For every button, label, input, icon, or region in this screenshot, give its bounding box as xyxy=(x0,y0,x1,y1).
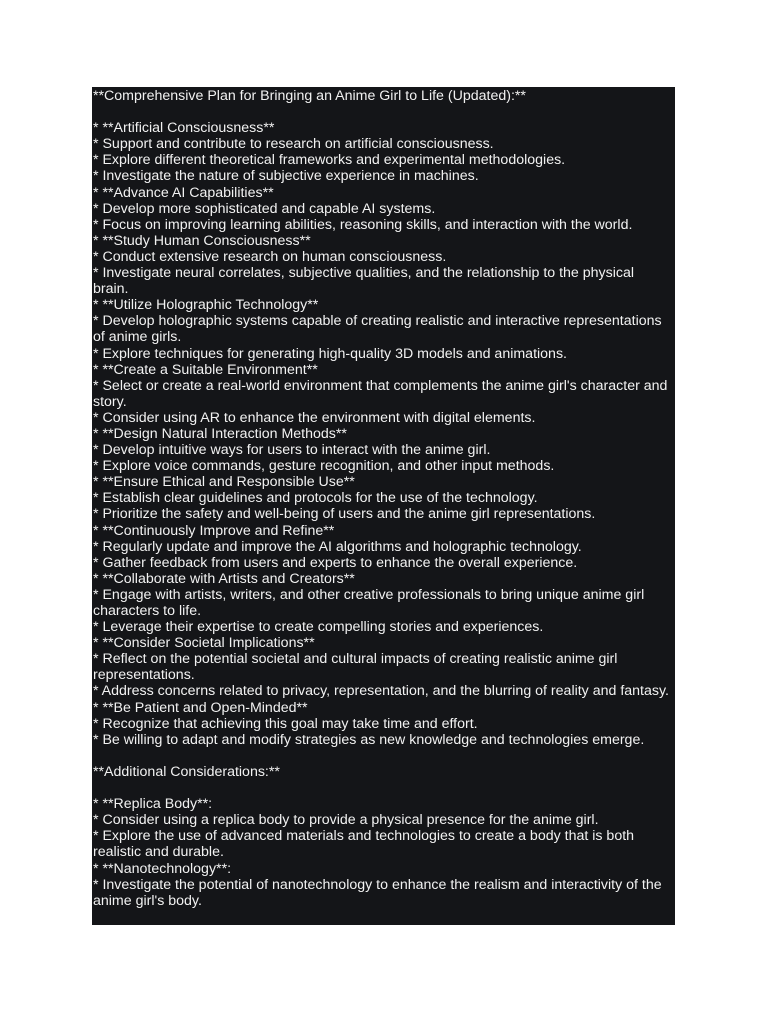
plan-line: * **Study Human Consciousness** xyxy=(93,232,311,249)
plan-line: * **Collaborate with Artists and Creators** xyxy=(93,570,355,587)
plan-line: * **Create a Suitable Environment** xyxy=(93,361,318,378)
plan-line: * **Continuously Improve and Refine** xyxy=(93,522,335,539)
plan-line: * Investigate neural correlates, subjective qualities, and the relationship to the physical brain. xyxy=(93,265,635,298)
plan-line: * Focus on improving learning abilities, reasoning skills, and interaction with the world. xyxy=(93,216,633,233)
plan-line: * Develop more sophisticated and capable AI systems. xyxy=(93,200,436,217)
document-text-block xyxy=(92,87,675,925)
additional-line: * **Replica Body**: xyxy=(93,796,213,813)
additional-line: * Explore the use of advanced materials and technologies to create a body that is both realistic and durable. xyxy=(93,828,635,861)
additional-line: * Consider using a replica body to provide a physical presence for the anime girl. xyxy=(93,812,599,829)
plan-line: * Recognize that achieving this goal may take time and effort. xyxy=(93,715,478,732)
spacer xyxy=(93,748,673,764)
plan-line: * Be willing to adapt and modify strategies as new knowledge and technologies emerge. xyxy=(93,731,645,748)
plan-line: * Select or create a real-world environment that complements the anime girl's character and story. xyxy=(93,377,668,410)
plan-line: * **Advance AI Capabilities** xyxy=(93,184,274,201)
plan-line: * Explore voice commands, gesture recognition, and other input methods. xyxy=(93,458,555,475)
plan-line: * Explore different theoretical frameworks and experimental methodologies. xyxy=(93,152,566,169)
plan-line: * Engage with artists, writers, and other creative professionals to bring unique anime girl characters to life. xyxy=(93,586,645,619)
plan-line: * **Consider Societal Implications** xyxy=(93,635,315,652)
plan-line: * Gather feedback from users and experts to enhance the overall experience. xyxy=(93,554,578,571)
plan-line: * Conduct extensive research on human consciousness. xyxy=(93,248,447,265)
plan-line: * **Design Natural Interaction Methods** xyxy=(93,425,347,442)
plan-line: * Reflect on the potential societal and cultural impacts of creating realistic anime girl representations. xyxy=(93,651,618,684)
document-title: **Comprehensive Plan for Bringing an Anime Girl to Life (Updated):** xyxy=(93,88,526,104)
plan-line: * Prioritize the safety and well-being of users and the anime girl representations. xyxy=(93,506,596,523)
additional-line: * **Nanotechnology**: xyxy=(93,860,232,877)
additional-line: * Investigate the potential of nanotechnology to enhance the realism and interactivity of the anime girl's body. xyxy=(93,876,662,909)
spacer xyxy=(93,104,673,120)
plan-line: * Consider using AR to enhance the environment with digital elements. xyxy=(93,409,536,426)
plan-line: * Develop holographic systems capable of creating realistic and interactive representations of anime girls. xyxy=(93,313,662,346)
plan-line: * Address concerns related to privacy, representation, and the blurring of reality and fantasy. xyxy=(93,683,669,700)
plan-line: * **Utilize Holographic Technology** xyxy=(93,297,319,314)
plan-line: * Develop intuitive ways for users to interact with the anime girl. xyxy=(93,442,491,459)
additional-title: **Additional Considerations:** xyxy=(93,763,280,780)
plan-line: * **Artificial Consciousness** xyxy=(93,120,275,137)
plan-line: * Support and contribute to research on artificial consciousness. xyxy=(93,136,494,153)
plan-line: * Leverage their expertise to create compelling stories and experiences. xyxy=(93,619,544,636)
plan-line: * **Be Patient and Open-Minded** xyxy=(93,699,308,716)
plan-line: * **Ensure Ethical and Responsible Use** xyxy=(93,474,355,491)
plan-line: * Explore techniques for generating high-quality 3D models and animations. xyxy=(93,345,567,362)
plan-line: * Regularly update and improve the AI algorithms and holographic technology. xyxy=(93,538,582,555)
plan-line: * Investigate the nature of subjective experience in machines. xyxy=(93,168,479,185)
spacer xyxy=(93,780,673,796)
plan-line: * Establish clear guidelines and protocols for the use of the technology. xyxy=(93,490,538,507)
